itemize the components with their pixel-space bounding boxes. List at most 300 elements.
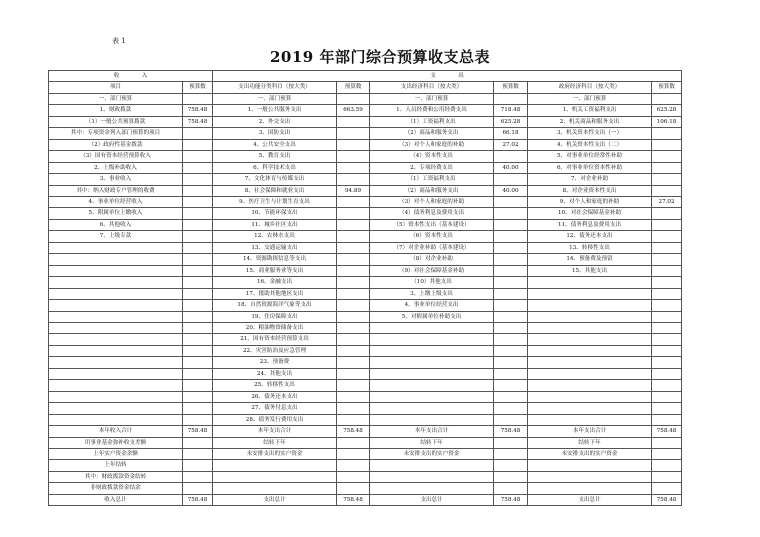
col-header-income-item: 项目	[49, 82, 183, 93]
gov-economic-item-cell	[528, 345, 652, 356]
income-item-cell: 一、部门预算	[49, 93, 183, 104]
gov-economic-amount-cell	[652, 300, 682, 311]
gov-economic-amount-cell	[652, 334, 682, 345]
income-amount-cell	[183, 265, 213, 276]
function-item-cell: 26、债务还本支出	[213, 391, 337, 402]
function-amount-cell: 758.48	[337, 426, 370, 437]
gov-economic-amount-cell	[652, 322, 682, 333]
function-amount-cell	[337, 231, 370, 242]
income-amount-cell	[183, 471, 213, 482]
economic-amount-cell	[494, 277, 528, 288]
income-amount-cell	[183, 403, 213, 414]
economic-amount-cell	[494, 334, 528, 345]
gov-economic-item-cell	[528, 334, 652, 345]
table-row	[49, 196, 682, 207]
function-amount-cell	[337, 288, 370, 299]
economic-item-cell: 3、上缴上级支出	[370, 288, 494, 299]
economic-item-cell	[370, 380, 494, 391]
economic-item-cell	[370, 357, 494, 368]
table-row	[49, 254, 682, 265]
economic-item-cell: （8）对企业补助	[370, 254, 494, 265]
gov-economic-item-cell	[528, 414, 652, 425]
economic-item-cell	[370, 403, 494, 414]
table-row	[49, 380, 682, 391]
function-amount-cell	[337, 265, 370, 276]
table-row	[49, 357, 682, 368]
table-row	[49, 483, 682, 494]
function-amount-cell	[337, 322, 370, 333]
income-item-cell	[49, 254, 183, 265]
function-item-cell: 25、转移性支出	[213, 380, 337, 391]
col-header-economic-item: 支出经济科目（按大类）	[370, 82, 494, 93]
function-item-cell	[213, 460, 337, 471]
function-amount-cell	[337, 208, 370, 219]
income-amount-cell	[183, 151, 213, 162]
income-amount-cell	[183, 231, 213, 242]
table-row	[49, 345, 682, 356]
economic-item-cell: 2、专项经费支出	[370, 162, 494, 173]
function-amount-cell	[337, 380, 370, 391]
income-amount-cell	[183, 460, 213, 471]
income-item-cell: （1）一般公共预算拨款	[49, 116, 183, 127]
economic-item-cell: （3）对个人和家庭的补助	[370, 139, 494, 150]
income-amount-cell	[183, 162, 213, 173]
gov-economic-amount-cell: 625.28	[652, 105, 682, 116]
table-row	[49, 368, 682, 379]
economic-item-cell: （1）工资福利支出	[370, 116, 494, 127]
function-amount-cell	[337, 277, 370, 288]
gov-economic-amount-cell	[652, 139, 682, 150]
table-row	[49, 128, 682, 139]
income-amount-cell	[183, 322, 213, 333]
col-header-gov-economic-item: 政府经济科目（按大类）	[528, 82, 652, 93]
function-item-cell: 28、债务发行费用支出	[213, 414, 337, 425]
economic-item-cell: 本年支出合计	[370, 426, 494, 437]
economic-amount-cell	[494, 391, 528, 402]
income-amount-cell	[183, 288, 213, 299]
income-item-cell: 上年实户资金余额	[49, 448, 183, 459]
economic-item-cell: （9）对社会保障基金补助	[370, 265, 494, 276]
gov-economic-amount-cell	[652, 151, 682, 162]
gov-economic-item-cell: 9、对个人和家庭的补助	[528, 196, 652, 207]
income-item-cell: 7、上级专款	[49, 231, 183, 242]
gov-economic-amount-cell	[652, 277, 682, 288]
economic-amount-cell	[494, 322, 528, 333]
table-row	[49, 471, 682, 482]
table-row	[49, 116, 682, 127]
income-amount-cell	[183, 219, 213, 230]
income-item-cell: 其中：财政拨款资金结转	[49, 471, 183, 482]
gov-economic-item-cell	[528, 460, 652, 471]
function-amount-cell	[337, 437, 370, 448]
gov-economic-amount-cell	[652, 380, 682, 391]
function-item-cell: 本年支出合计	[213, 426, 337, 437]
function-item-cell: 6、科学技术支出	[213, 162, 337, 173]
income-amount-cell	[183, 437, 213, 448]
income-item-cell	[49, 357, 183, 368]
gov-economic-item-cell: 15、其他支出	[528, 265, 652, 276]
gov-economic-item-cell: 2、机关商品和服务支出	[528, 116, 652, 127]
economic-item-cell: （3）对个人和家庭的补助	[370, 196, 494, 207]
function-item-cell: 24、其他支出	[213, 368, 337, 379]
function-amount-cell	[337, 403, 370, 414]
economic-amount-cell	[494, 151, 528, 162]
function-item-cell: 12、农林水支出	[213, 231, 337, 242]
economic-item-cell	[370, 483, 494, 494]
income-item-cell: 5、附属单位上缴收入	[49, 208, 183, 219]
function-item-cell: 14、资源勘探信息等支出	[213, 254, 337, 265]
income-item-cell: 本年收入合计	[49, 426, 183, 437]
function-item-cell: 15、商业服务业等支出	[213, 265, 337, 276]
income-item-cell	[49, 277, 183, 288]
table-row	[49, 460, 682, 471]
gov-economic-item-cell: 7、对企业补助	[528, 174, 652, 185]
table-row	[49, 139, 682, 150]
function-item-cell: 19、住房保障支出	[213, 311, 337, 322]
gov-economic-amount-cell	[652, 391, 682, 402]
function-amount-cell	[337, 311, 370, 322]
economic-item-cell: 1、人员经费和公用经费支出	[370, 105, 494, 116]
economic-item-cell: 支出总计	[370, 494, 494, 505]
economic-amount-cell	[494, 311, 528, 322]
economic-amount-cell	[494, 345, 528, 356]
gov-economic-item-cell: 8、对企业资本性支出	[528, 185, 652, 196]
income-amount-cell: 758.48	[183, 116, 213, 127]
gov-economic-amount-cell	[652, 437, 682, 448]
income-item-cell	[49, 368, 183, 379]
economic-item-cell	[370, 334, 494, 345]
income-amount-cell	[183, 242, 213, 253]
gov-economic-item-cell: 支出总计	[528, 494, 652, 505]
income-amount-cell	[183, 196, 213, 207]
economic-amount-cell: 40.00	[494, 185, 528, 196]
col-header-function-item: 支出功能分类科目（按大类）	[213, 82, 337, 93]
income-item-cell: 6、其他收入	[49, 219, 183, 230]
function-amount-cell	[337, 368, 370, 379]
function-item-cell: 23、预备费	[213, 357, 337, 368]
economic-amount-cell	[494, 219, 528, 230]
table-row	[49, 231, 682, 242]
income-item-cell	[49, 300, 183, 311]
economic-amount-cell: 40.00	[494, 162, 528, 173]
function-item-cell: 11、城乡社区支出	[213, 219, 337, 230]
economic-item-cell: 5、对附属单位补助支出	[370, 311, 494, 322]
income-amount-cell	[183, 334, 213, 345]
function-amount-cell	[337, 174, 370, 185]
function-item-cell: 22、灾害防治及应急管理	[213, 345, 337, 356]
function-amount-cell	[337, 300, 370, 311]
gov-economic-item-cell: 结转下年	[528, 437, 652, 448]
income-amount-cell	[183, 254, 213, 265]
economic-item-cell: （1）工资福利支出	[370, 174, 494, 185]
income-item-cell: 2、上级补助收入	[49, 162, 183, 173]
table-row	[49, 265, 682, 276]
table-row	[49, 277, 682, 288]
gov-economic-amount-cell	[652, 219, 682, 230]
gov-economic-item-cell	[528, 403, 652, 414]
gov-economic-amount-cell	[652, 368, 682, 379]
function-amount-cell	[337, 242, 370, 253]
gov-economic-amount-cell	[652, 93, 682, 104]
income-item-cell	[49, 322, 183, 333]
income-item-cell	[49, 242, 183, 253]
gov-economic-amount-cell	[652, 414, 682, 425]
gov-economic-amount-cell: 106.18	[652, 116, 682, 127]
economic-item-cell: （2）商品和服务支出	[370, 185, 494, 196]
gov-economic-item-cell: 1、机关工资福利支出	[528, 105, 652, 116]
function-item-cell: 1、一般公共服务支出	[213, 105, 337, 116]
table-row	[49, 448, 682, 459]
function-amount-cell	[337, 219, 370, 230]
economic-amount-cell: 758.48	[494, 494, 528, 505]
income-amount-cell	[183, 93, 213, 104]
economic-amount-cell	[494, 196, 528, 207]
income-item-cell: 1、财政拨款	[49, 105, 183, 116]
gov-economic-amount-cell	[652, 448, 682, 459]
economic-amount-cell	[494, 483, 528, 494]
page-title: 2019 年部门综合预算收支总表	[270, 48, 490, 66]
economic-item-cell: （5）资本性支出（基本建设）	[370, 219, 494, 230]
table-row	[49, 311, 682, 322]
gov-economic-amount-cell	[652, 231, 682, 242]
table-row	[49, 403, 682, 414]
gov-economic-item-cell	[528, 380, 652, 391]
gov-economic-item-cell: 4、机关资本性支出（二）	[528, 139, 652, 150]
gov-economic-amount-cell	[652, 254, 682, 265]
gov-economic-amount-cell	[652, 162, 682, 173]
income-item-cell: 4、事业单位经营收入	[49, 196, 183, 207]
gov-economic-amount-cell	[652, 128, 682, 139]
economic-amount-cell: 27.02	[494, 139, 528, 150]
income-item-cell: （3）国有资本经营预算收入	[49, 151, 183, 162]
income-amount-cell: 758.48	[183, 105, 213, 116]
gov-economic-amount-cell	[652, 288, 682, 299]
income-amount-cell	[183, 414, 213, 425]
economic-item-cell: （4）债务利息及费用支出	[370, 208, 494, 219]
gov-economic-item-cell	[528, 391, 652, 402]
gov-economic-item-cell: 11、债务利息及费用支出	[528, 219, 652, 230]
function-amount-cell: 94.89	[337, 185, 370, 196]
function-item-cell: 4、公共安全支出	[213, 139, 337, 150]
economic-amount-cell	[494, 300, 528, 311]
gov-economic-amount-cell	[652, 483, 682, 494]
function-item-cell	[213, 471, 337, 482]
economic-item-cell: （4）资本性支出	[370, 151, 494, 162]
income-item-cell	[49, 334, 183, 345]
income-group-header: 收 入	[49, 71, 213, 82]
income-item-cell: 用事业基金弥补收支差额	[49, 437, 183, 448]
function-amount-cell	[337, 151, 370, 162]
function-item-cell: 3、国防支出	[213, 128, 337, 139]
function-amount-cell	[337, 162, 370, 173]
income-item-cell	[49, 345, 183, 356]
function-item-cell: 16、金融支出	[213, 277, 337, 288]
income-amount-cell	[183, 139, 213, 150]
economic-item-cell	[370, 471, 494, 482]
gov-economic-item-cell: 5、对事业单位经常性补助	[528, 151, 652, 162]
economic-amount-cell	[494, 208, 528, 219]
economic-item-cell: （7）对企业补助（基本建设）	[370, 242, 494, 253]
economic-amount-cell	[494, 437, 528, 448]
economic-item-cell: （6）资本性支出	[370, 231, 494, 242]
function-item-cell: 未安排支出的实户资金	[213, 448, 337, 459]
income-item-cell: 其中：专项资金列入部门预算的项目	[49, 128, 183, 139]
gov-economic-item-cell	[528, 277, 652, 288]
income-amount-cell	[183, 300, 213, 311]
income-item-cell	[49, 265, 183, 276]
table-row	[49, 185, 682, 196]
gov-economic-item-cell: 13、转移性支出	[528, 242, 652, 253]
gov-economic-item-cell: 本年支出合计	[528, 426, 652, 437]
income-amount-cell	[183, 277, 213, 288]
function-item-cell: 18、自然资源海洋气象等支出	[213, 300, 337, 311]
function-item-cell: 21、国有资本经营预算支出	[213, 334, 337, 345]
income-item-cell: 3、事业收入	[49, 174, 183, 185]
income-amount-cell	[183, 174, 213, 185]
economic-amount-cell	[494, 471, 528, 482]
economic-amount-cell	[494, 448, 528, 459]
income-item-cell	[49, 414, 183, 425]
economic-amount-cell	[494, 368, 528, 379]
economic-amount-cell: 718.48	[494, 105, 528, 116]
group-header-row	[49, 71, 682, 82]
gov-economic-item-cell: 6、对事业单位资本性补助	[528, 162, 652, 173]
function-item-cell: 7、文化体育与传媒支出	[213, 174, 337, 185]
function-item-cell	[213, 483, 337, 494]
income-item-cell: 上年结转	[49, 460, 183, 471]
gov-economic-amount-cell	[652, 311, 682, 322]
economic-item-cell: （2）商品和服务支出	[370, 128, 494, 139]
gov-economic-item-cell	[528, 300, 652, 311]
economic-item-cell: 未安排支出的实户资金	[370, 448, 494, 459]
income-amount-cell	[183, 368, 213, 379]
gov-economic-amount-cell	[652, 174, 682, 185]
income-item-cell: 收入总计	[49, 494, 183, 505]
column-header-row	[49, 82, 682, 93]
function-item-cell: 10、节能环保支出	[213, 208, 337, 219]
economic-item-cell	[370, 414, 494, 425]
income-item-cell: 其中：纳入财政专户管理的收费	[49, 185, 183, 196]
economic-amount-cell	[494, 288, 528, 299]
economic-item-cell	[370, 391, 494, 402]
col-header-function-amount: 预算数	[337, 82, 370, 93]
income-amount-cell	[183, 185, 213, 196]
table-row	[49, 322, 682, 333]
table-row	[49, 334, 682, 345]
economic-amount-cell: 66.18	[494, 128, 528, 139]
function-amount-cell	[337, 448, 370, 459]
economic-item-cell	[370, 345, 494, 356]
income-item-cell	[49, 380, 183, 391]
economic-item-cell: （10）其他支出	[370, 277, 494, 288]
gov-economic-amount-cell	[652, 471, 682, 482]
gov-economic-item-cell: 一、部门预算	[528, 93, 652, 104]
gov-economic-item-cell	[528, 311, 652, 322]
function-amount-cell	[337, 334, 370, 345]
table-row	[49, 300, 682, 311]
income-item-cell	[49, 311, 183, 322]
gov-economic-item-cell	[528, 288, 652, 299]
economic-item-cell	[370, 460, 494, 471]
economic-item-cell: 一、部门预算	[370, 93, 494, 104]
function-amount-cell	[337, 93, 370, 104]
table-row	[49, 174, 682, 185]
function-item-cell: 27、债务付息支出	[213, 403, 337, 414]
income-amount-cell: 758.48	[183, 426, 213, 437]
table-row	[49, 391, 682, 402]
gov-economic-amount-cell: 758.48	[652, 494, 682, 505]
income-amount-cell	[183, 380, 213, 391]
income-amount-cell	[183, 345, 213, 356]
table-row	[49, 494, 682, 505]
economic-amount-cell	[494, 265, 528, 276]
income-amount-cell: 758.48	[183, 494, 213, 505]
function-amount-cell	[337, 357, 370, 368]
gov-economic-item-cell: 10、对社会保障基金补助	[528, 208, 652, 219]
budget-summary-table	[48, 70, 682, 506]
income-item-cell: （2）政府性基金拨款	[49, 139, 183, 150]
economic-amount-cell	[494, 242, 528, 253]
economic-amount-cell: 758.48	[494, 426, 528, 437]
function-amount-cell	[337, 345, 370, 356]
function-item-cell: 9、医疗卫生与计划生育支出	[213, 196, 337, 207]
function-item-cell: 13、交通运输支出	[213, 242, 337, 253]
economic-item-cell: 结转下年	[370, 437, 494, 448]
expense-group-header: 支 出	[213, 71, 682, 82]
function-amount-cell	[337, 471, 370, 482]
function-item-cell: 8、社会保障和就业支出	[213, 185, 337, 196]
function-amount-cell	[337, 196, 370, 207]
function-item-cell: 2、外交支出	[213, 116, 337, 127]
table-row	[49, 288, 682, 299]
economic-item-cell	[370, 322, 494, 333]
economic-amount-cell	[494, 254, 528, 265]
table-row	[49, 426, 682, 437]
economic-item-cell: 4、事业单位经营支出	[370, 300, 494, 311]
function-amount-cell	[337, 139, 370, 150]
gov-economic-item-cell: 14、预备费及预留	[528, 254, 652, 265]
function-amount-cell	[337, 483, 370, 494]
gov-economic-amount-cell	[652, 242, 682, 253]
col-header-economic-amount: 预算数	[494, 82, 528, 93]
table-row	[49, 151, 682, 162]
gov-economic-item-cell	[528, 322, 652, 333]
income-item-cell	[49, 403, 183, 414]
table-row	[49, 414, 682, 425]
economic-amount-cell	[494, 403, 528, 414]
gov-economic-amount-cell	[652, 185, 682, 196]
col-header-gov-economic-amount: 预算数	[652, 82, 682, 93]
gov-economic-item-cell: 未安排支出的实户资金	[528, 448, 652, 459]
sheet-number: 表 1	[112, 37, 126, 45]
gov-economic-item-cell	[528, 483, 652, 494]
economic-amount-cell	[494, 231, 528, 242]
gov-economic-amount-cell: 27.02	[652, 196, 682, 207]
function-amount-cell	[337, 116, 370, 127]
function-amount-cell	[337, 460, 370, 471]
function-amount-cell	[337, 254, 370, 265]
table-row	[49, 242, 682, 253]
gov-economic-amount-cell	[652, 345, 682, 356]
income-item-cell	[49, 391, 183, 402]
function-amount-cell	[337, 391, 370, 402]
table-row	[49, 93, 682, 104]
economic-amount-cell	[494, 380, 528, 391]
income-amount-cell	[183, 128, 213, 139]
function-item-cell: 一、部门预算	[213, 93, 337, 104]
table-row	[49, 162, 682, 173]
income-amount-cell	[183, 357, 213, 368]
